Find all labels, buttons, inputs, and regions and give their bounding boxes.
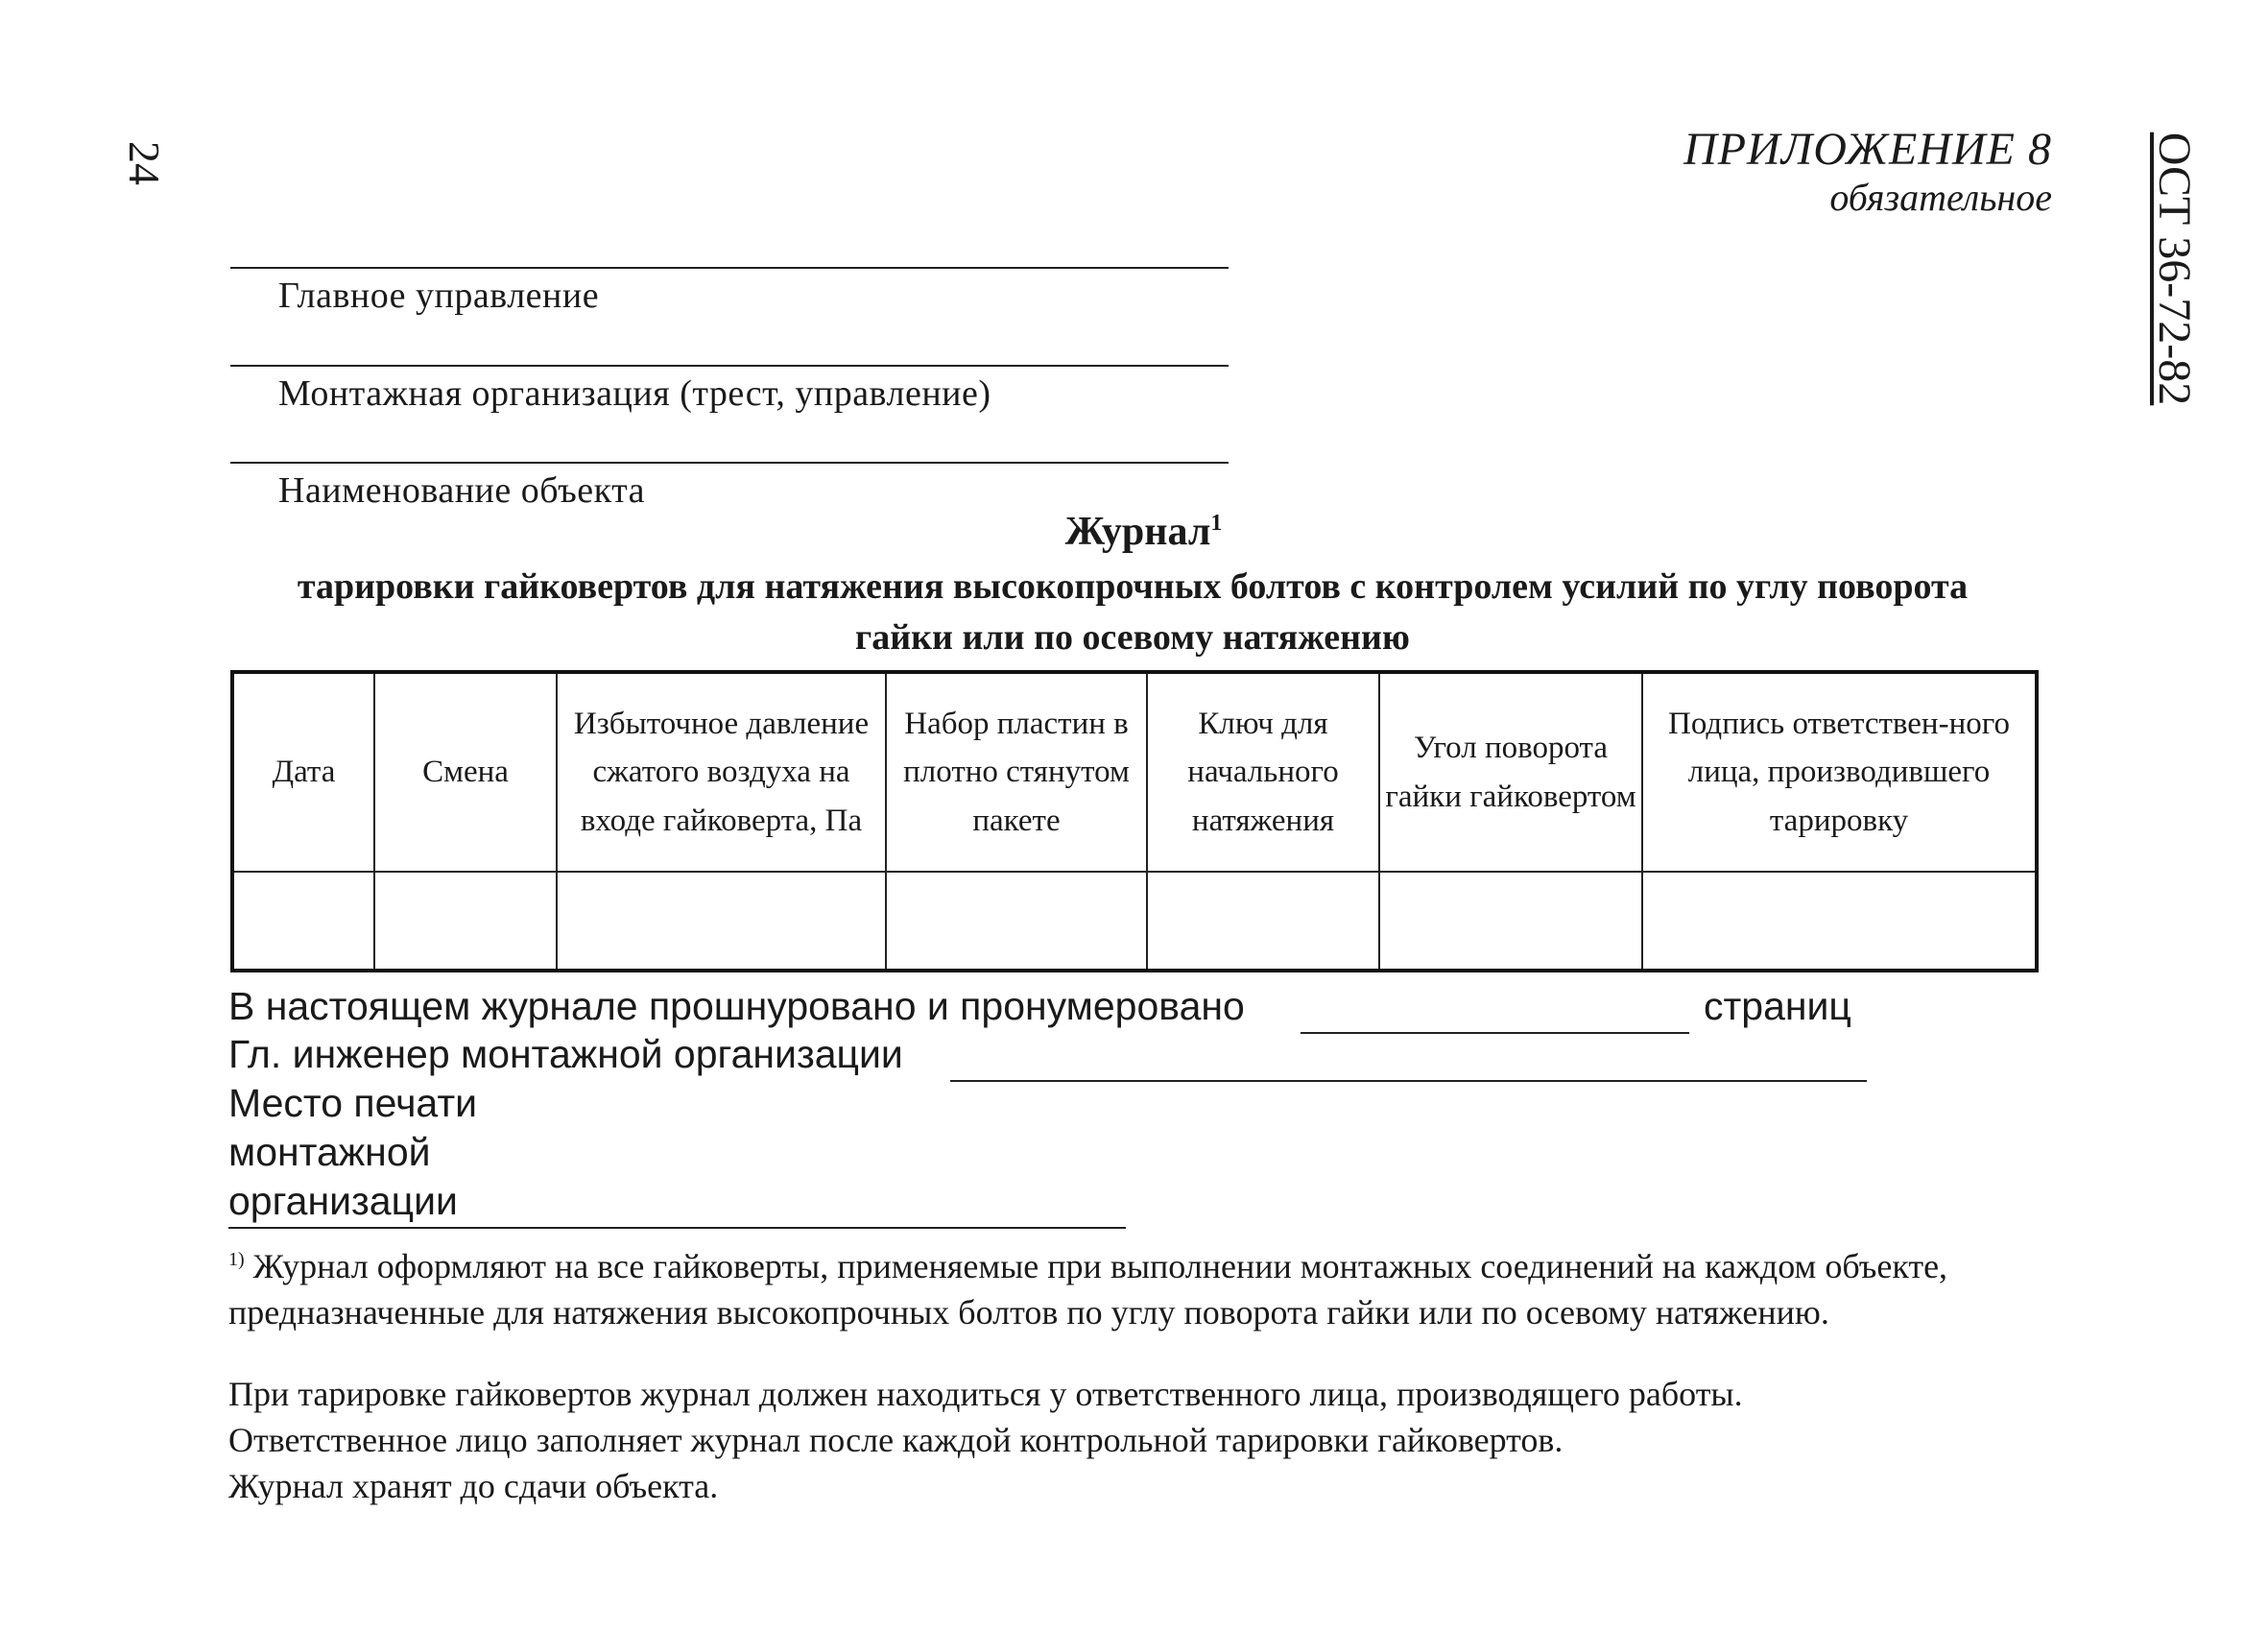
chief-engineer-label: Гл. инженер монтажной организации bbox=[228, 1032, 903, 1076]
stamp-place-line-1: Место печати bbox=[228, 1081, 478, 1125]
chief-engineer-signature-line[interactable] bbox=[950, 1080, 1867, 1082]
footnote-1-text: Журнал оформляют на все гайковерты, применяемые при выполнении монтажных соединений на каждом объекте, предназначенные для натяжения высокопрочных болтов по углу поворота гайки или по осевому натяжению. bbox=[228, 1247, 1948, 1332]
col-header-shift: Смена bbox=[374, 672, 557, 872]
footnote-4: Журнал хранят до сдачи объекта. bbox=[228, 1467, 719, 1505]
col-header-initial-wrench: Ключ для начального натяжения bbox=[1147, 672, 1379, 872]
appendix-subtitle: обязательное bbox=[1829, 176, 2052, 219]
stamp-place-line-3: организации bbox=[228, 1179, 458, 1223]
col-header-air-pressure: Избыточное давление сжатого воздуха на входе гайковерта, Па bbox=[557, 672, 886, 872]
journal-subtitle: тарировки гайковертов для натяжения высокопрочных болтов с контролем усилий по углу поворота гайки или по осевому натяжению bbox=[297, 566, 1969, 659]
table-cell-signature[interactable] bbox=[1642, 872, 2037, 971]
main-directorate-caption: Главное управление bbox=[278, 276, 600, 316]
footnote-separator bbox=[228, 1227, 1126, 1229]
standard-code: ОСТ 36-72-82 bbox=[2149, 132, 2200, 406]
col-header-date: Дата bbox=[232, 672, 374, 872]
footnote-1 bbox=[228, 1236, 2052, 1335]
pages-statement-label: В настоящем журнале прошнуровано и пронумеровано bbox=[228, 984, 1245, 1028]
object-name-caption: Наименование объекта bbox=[278, 470, 646, 511]
main-directorate-line[interactable] bbox=[230, 267, 1229, 269]
installation-org-line[interactable] bbox=[230, 365, 1229, 367]
pages-count-line[interactable] bbox=[1301, 1032, 1689, 1034]
footnote-2: При тарировке гайковертов журнал должен находиться у ответственного лица, производящего работы. bbox=[228, 1375, 1743, 1413]
stamp-place-line-2: монтажной bbox=[228, 1130, 431, 1174]
col-header-rotation-angle: Угол поворота гайки гайковертом bbox=[1379, 672, 1642, 872]
table-cell-date[interactable] bbox=[232, 872, 374, 971]
pages-statement-suffix: страниц bbox=[1704, 984, 1851, 1028]
col-header-signature: Подпись ответствен-ного лица, производившего тарировку bbox=[1642, 672, 2037, 872]
col-header-plate-set: Набор пластин в плотно стянутом пакете bbox=[886, 672, 1147, 872]
journal-title bbox=[0, 509, 2268, 555]
table-header-row bbox=[232, 672, 2037, 872]
journal-footnote-mark: 1 bbox=[1210, 511, 1223, 536]
table-row bbox=[232, 872, 2037, 971]
table-cell-shift[interactable] bbox=[374, 872, 557, 971]
table-cell-plate-set[interactable] bbox=[886, 872, 1147, 971]
table-cell-initial-wrench[interactable] bbox=[1147, 872, 1379, 971]
calibration-log-table bbox=[230, 670, 2039, 972]
table-cell-rotation-angle[interactable] bbox=[1379, 872, 1642, 971]
footnote-mark: 1) bbox=[228, 1249, 245, 1270]
installation-org-caption: Монтажная организация (трест, управление) bbox=[278, 373, 991, 414]
footnote-3: Ответственное лицо заполняет журнал после каждой контрольной тарировки гайковертов. bbox=[228, 1421, 1564, 1459]
table-cell-air-pressure[interactable] bbox=[557, 872, 886, 971]
page-number: 24 bbox=[120, 141, 169, 185]
journal-title-text: Журнал bbox=[1064, 510, 1211, 554]
object-name-line[interactable] bbox=[230, 462, 1229, 464]
appendix-title: ПРИЛОЖЕНИЕ 8 bbox=[1683, 124, 2052, 175]
